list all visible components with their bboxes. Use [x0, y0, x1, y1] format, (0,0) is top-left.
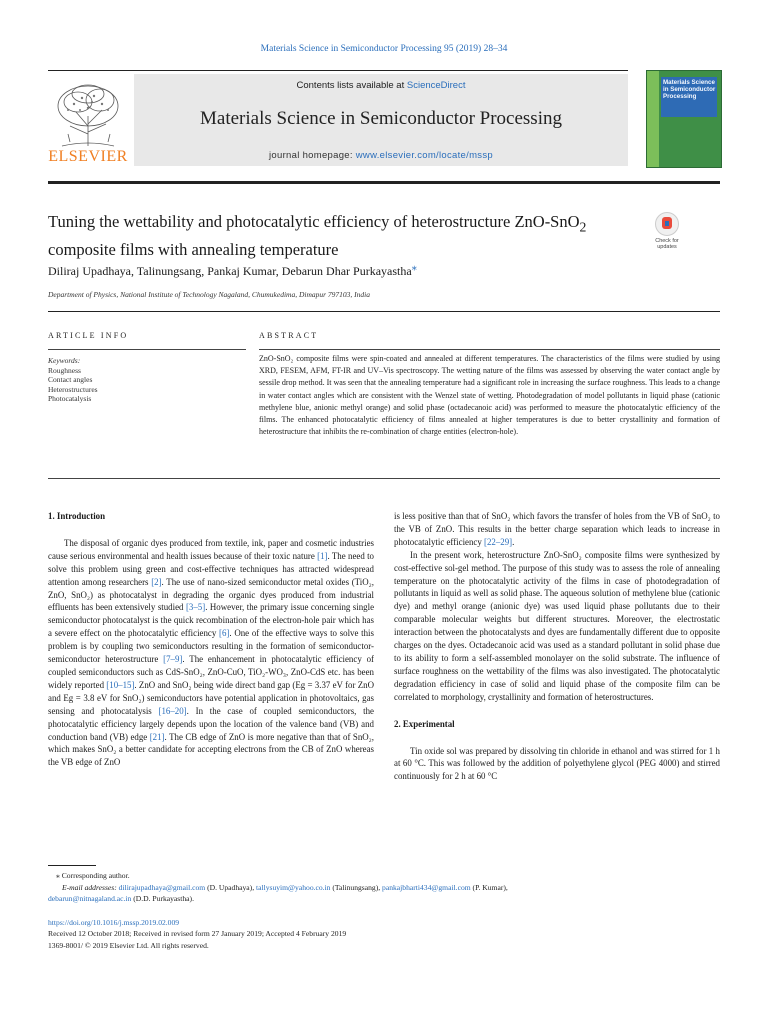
- title-part1: Tuning the wettability and photocatalytic efficiency of heterostructure ZnO-SnO: [48, 212, 580, 231]
- publication-info: [48, 917, 720, 951]
- contents-prefix: Contents lists available at: [296, 80, 407, 91]
- email-addresses: E-mail addresses: dilirajupadhaya@gmail.com (D. Upadhaya), tallysuyim@yahoo.co.in (Talinungsang), pankajbharti434@gmail.com (P. Kumar),: [62, 882, 508, 892]
- body-column-right: [394, 510, 720, 783]
- affiliation: Department of Physics, National Institute of Technology Nagaland, Chumukedima, Dimapur 797103, India: [48, 290, 370, 299]
- introduction-paragraph-continued: is less positive than that of SnO₂ which favors the transfer of holes from the VB of SnO₂ to the VB of ZnO. This results in the better charge separation which leads to increase in photocatalytic efficiency [22–29].: [394, 511, 720, 547]
- journal-title: Materials Science in Semiconductor Processing: [200, 108, 562, 129]
- copyright-line: 1369-8001/ © 2019 Elsevier Ltd. All rights reserved.: [48, 940, 209, 950]
- check-updates-icon: [655, 212, 679, 236]
- homepage-prefix: journal homepage:: [269, 150, 356, 161]
- keyword-item: Heterostructures: [48, 384, 98, 394]
- footnotes: [48, 870, 720, 905]
- citation-link[interactable]: [16–20]: [158, 705, 187, 716]
- check-updates-label: Check for updates: [655, 238, 679, 250]
- elsevier-wordmark: ELSEVIER: [48, 148, 128, 165]
- journal-cover-thumbnail[interactable]: [646, 70, 722, 168]
- journal-reference[interactable]: Materials Science in Semiconductor Processing 95 (2019) 28–34: [260, 44, 508, 54]
- keyword-item: Contact angles: [48, 375, 93, 385]
- email-addresses-continued: debarun@nitnagaland.ac.in (D.D. Purkayastha).: [48, 894, 194, 903]
- cover-title: Materials Science in Semiconductor Processing: [663, 79, 716, 100]
- introduction-paragraph: The disposal of organic dyes produced from textile, ink, paper and cosmetic industries cause serious environmental and health issues because of their toxic nature [1]. The need to solve this problem using green and cost-effective techniques has attracted widespread attention among researchers [2]. The use of nano-sized semiconductor metal oxides (TiO₂, ZnO, SnO₂) as photocatalyst in degrading the organic dyes produced from industrial effluents has been extensively studied [3–5]. However, the primary issue concerning single semiconductor photocatalyst is the quick recombination of the electron-hole pair which has a severe effect on the photocatalytic efficiency [6]. One of the effective ways to solve this problem is by coupling two semiconductors resulting in the formation of semiconductor-semiconductor heterostructure [7–9]. The enhancement in photocatalytic efficiency of coupled semiconductors such as CdS-SnO₂, ZnO-CuO, TiO₂-WO₃, ZnO-CdS etc. has been widely reported [10–15]. ZnO and SnO₂ being wide direct band gap (Eg = 3.37 eV for ZnO and Eg = 3.8 eV for SnO₂) semiconductors have potential application in photovoltaics, gas sensing and photocatalysis [16–20]. In the case of coupled semiconductors, the photocatalytic efficiency largely depends upon the location of the valence band (VB) and conduction band (VB) edge [21]. The CB edge of ZnO is more negative than that of SnO₂, which makes SnO₂ a better candidate for accepting electrons from the CB of ZnO whereas the VB edge of ZnO: [48, 537, 375, 768]
- keyword-item: Photocatalysis: [48, 394, 92, 404]
- title-subscript: 2: [579, 219, 587, 235]
- sciencedirect-link[interactable]: ScienceDirect: [406, 80, 466, 91]
- author-list: [48, 262, 688, 279]
- abstract-text: ZnO-SnO₂ composite films were spin-coated and annealed at different temperatures. The characteristics of the films were studied by using XRD, FESEM, AFM, FT-IR and UV–Vis spectroscopy. The wetting nature of the films was assessed by observing the water contact angle by sessile drop method. It was seen that the annealing temperature had a significant role in increasing the surface roughness. This leads to a change in water contact angles which are consistent with the Wenzel state of wetting. Photodegradation of model pollutants in liquid phase (cationic methylene blue, anionic methyl orange) and solid phase (octadecanoic acid) was performed to measure the photocatalytic efficiency of the films. The enhanced photocatalytic efficiency of films annealed at higher temperatures is due to better crystallinity and formation of heterostructure that inhibits the re-combination of charge entities (electron-hole).: [259, 354, 720, 437]
- received-dates: Received 12 October 2018; Received in revised form 27 January 2019; Accepted 4 February 2019: [48, 929, 347, 939]
- doi-link[interactable]: https://doi.org/10.1016/j.mssp.2019.02.009: [48, 918, 180, 927]
- citation-link[interactable]: [10–15]: [106, 679, 135, 690]
- journal-homepage-line: [134, 150, 628, 161]
- keyword-item: Roughness: [48, 365, 81, 375]
- email-link[interactable]: pankajbharti434@gmail.com: [382, 882, 471, 892]
- keywords-block: [48, 356, 246, 404]
- experimental-paragraph: Tin oxide sol was prepared by dissolving tin chloride in ethanol and was stirred for 1 h at 60 °C. This was followed by the addition of polyethylene glycol (PEG 4000) and stirred continuously for 2 h at 60 °C: [394, 745, 720, 782]
- citation-link[interactable]: [22–29]: [484, 536, 513, 547]
- corresponding-author-mark[interactable]: ⁎: [411, 262, 417, 273]
- affiliation-rule: [48, 311, 720, 312]
- experimental-heading: 2. Experimental: [394, 718, 455, 729]
- header-top-rule: [48, 70, 628, 71]
- email-link[interactable]: debarun@nitnagaland.ac.in: [48, 894, 132, 903]
- abstract-rule: [259, 349, 720, 350]
- citation-link[interactable]: [1]: [317, 550, 328, 561]
- email-link[interactable]: dilirajupadhaya@gmail.com: [118, 882, 206, 892]
- citation-link[interactable]: [3–5]: [185, 602, 206, 613]
- citation-link[interactable]: [7–9]: [163, 654, 183, 665]
- corresponding-author-note: ⁎ Corresponding author.: [56, 871, 130, 880]
- email-label: E-mail addresses:: [62, 882, 119, 892]
- email-link[interactable]: tallysuyim@yahoo.co.in: [256, 882, 331, 892]
- abstract-heading: ABSTRACT: [259, 331, 319, 340]
- introduction-paragraph: In the present work, heterostructure ZnO-SnO₂ composite films were synthesized by cost-effective sol-gel method. The purpose of this study was to assess the role of annealing temperature on the photocatalytic activity of the films in case of photodegradation of pollutants in liquid as well as solid phase. The aqueous solution of methylene blue (cationic dye) and methyl orange (anionic dye) was used liquid phase pollutants due to their comparable molecular weights but different structures. Moreover, the electrostatic interaction between the photocatalysts and dyes are fundamentally different due to opposite charges on the dyes. Octadecanoic acid was used as a standard pollutant in solid phase due to its ability to form a self-assembled monolayer on the solid substrate. The influence of surface roughness on the wettability of the films was also investigated. The photocatalytic degradation efficiency in case of solid and liquid phase of the composite film can be correlated to morphology, crystallinity and formation of heterostructures.: [394, 549, 720, 702]
- journal-homepage-link[interactable]: www.elsevier.com/locate/mssp: [355, 150, 493, 161]
- introduction-heading: 1. Introduction: [48, 511, 106, 521]
- header-bottom-rule: [48, 181, 720, 184]
- footnote-rule: [48, 865, 96, 866]
- contents-line: [134, 80, 628, 91]
- article-title: [48, 210, 638, 261]
- check-for-updates-badge[interactable]: [650, 212, 684, 252]
- article-info-heading: ARTICLE INFO: [48, 331, 129, 340]
- citation-link[interactable]: [21]: [149, 731, 165, 742]
- authors-text: Diliraj Upadhaya, Talinungsang, Pankaj Kumar, Debarun Dhar Purkayastha: [48, 264, 412, 278]
- citation-link[interactable]: [6]: [219, 628, 230, 639]
- body-column-left: [48, 510, 374, 769]
- keywords-label: Keywords:: [48, 356, 81, 365]
- abstract-bottom-rule: [48, 478, 720, 479]
- article-info-rule: [48, 349, 246, 350]
- citation-link[interactable]: [2]: [151, 576, 162, 587]
- title-part2: composite films with annealing temperature: [48, 240, 339, 260]
- cover-stripe: [647, 71, 659, 167]
